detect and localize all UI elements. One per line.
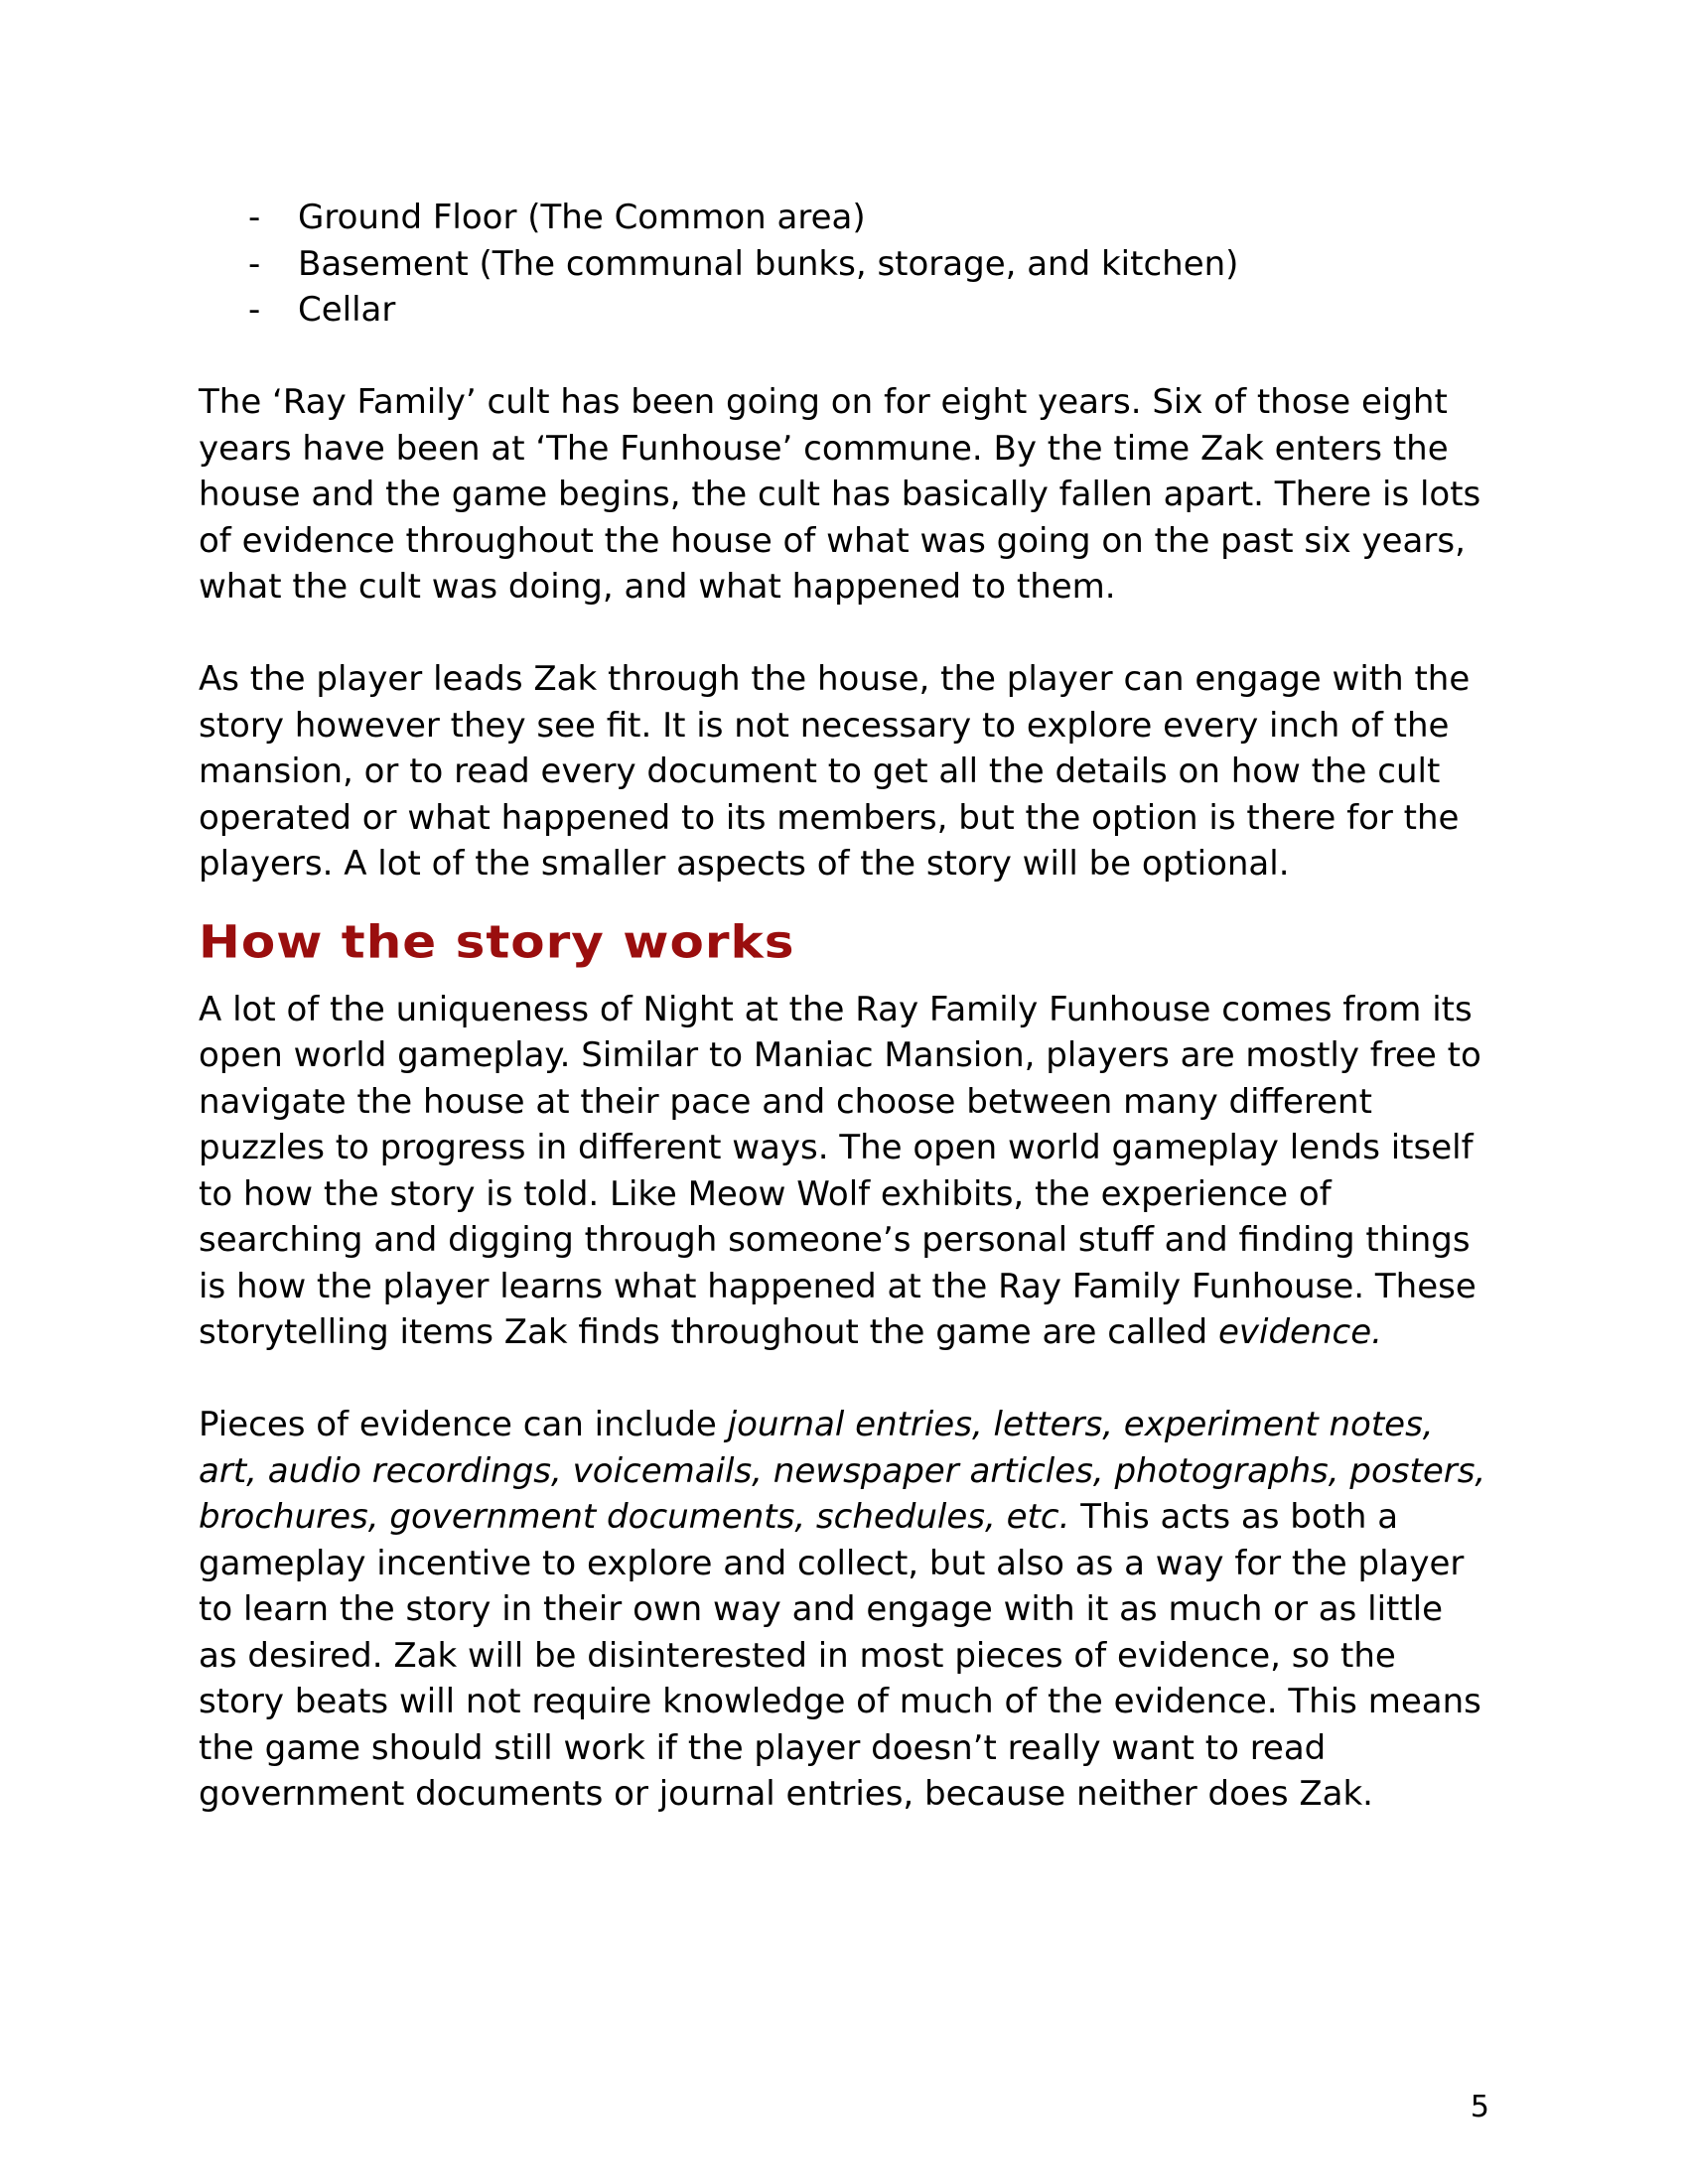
paragraph-player-engagement: As the player leads Zak through the house, the player can engage with the story however they see fit. It is not necessary to explore every inch of the mansion, or to read every document to get all the details on how the cult operated or what happened to its members, but the option is there for the players. A lot of the smaller aspects of the story will be optional. [199, 659, 1471, 884]
spacer [199, 611, 1489, 657]
paragraph-text: Pieces of evidence can include [199, 1405, 728, 1444]
paragraph-story-mechanics [199, 987, 1489, 1356]
floor-list [199, 195, 1489, 334]
list-bullet: - [248, 290, 261, 330]
paragraph-text: A lot of the uniqueness of Night at the Ray Family Funhouse comes from its open world gameplay. Similar to Maniac Mansion, players are mostly free to navigate the house at their pace and choose between many different puzzles to progress in different ways. The open world gameplay lends itself to how the story is told. Like Meow Wolf exhibits, the experience of searching and digging through someone’s personal stuff and finding things is how the player learns what happened at the Ray Family Funhouse. These storytelling items Zak finds throughout the game are called [199, 989, 1481, 1352]
spacer [199, 1356, 1489, 1403]
paragraph-text: This acts as both a gameplay incentive to explore and collect, but also as a way for the player to learn the story in their own way and engage with it as much or as little as desired. Zak will be disinterested in most pieces of evidence, so the story beats will not require knowledge of much of the evidence. This means the game should still work if the player doesn’t really want to read government documents or journal entries, because neither does Zak. [199, 1497, 1481, 1814]
paragraph-evidence-types [199, 1402, 1489, 1818]
list-bullet: - [248, 243, 261, 284]
list-bullet: - [248, 198, 261, 237]
list-item [199, 241, 1489, 288]
paragraph-cult-history: The ‘Ray Family’ cult has been going on for eight years. Six of those eight years have been at ‘The Funhouse’ commune. By the time Zak enters the house and the game begins, the cult has basically fallen apart. There is lots of evidence throughout the house of what was going on the past six years, what the cult was doing, and what happened to them. [199, 382, 1481, 607]
spacer [199, 334, 1489, 380]
section-heading: How the story works [199, 915, 795, 968]
list-item [199, 287, 1489, 334]
list-item-text: Cellar [298, 290, 396, 330]
emphasis-list: journal entries, letters, experiment notes, art, audio recordings, voicemails, newspaper articles, photographs, posters, brochures, government documents, schedules, etc. [199, 1405, 1486, 1537]
document-body [199, 195, 1489, 1818]
page-number: 5 [1470, 2090, 1489, 2124]
emphasis-term: evidence. [1217, 1312, 1382, 1352]
list-item [199, 195, 1489, 241]
list-item-text: Basement (The communal bunks, storage, and kitchen) [298, 243, 1239, 284]
list-item-text: Ground Floor (The Common area) [298, 198, 866, 237]
